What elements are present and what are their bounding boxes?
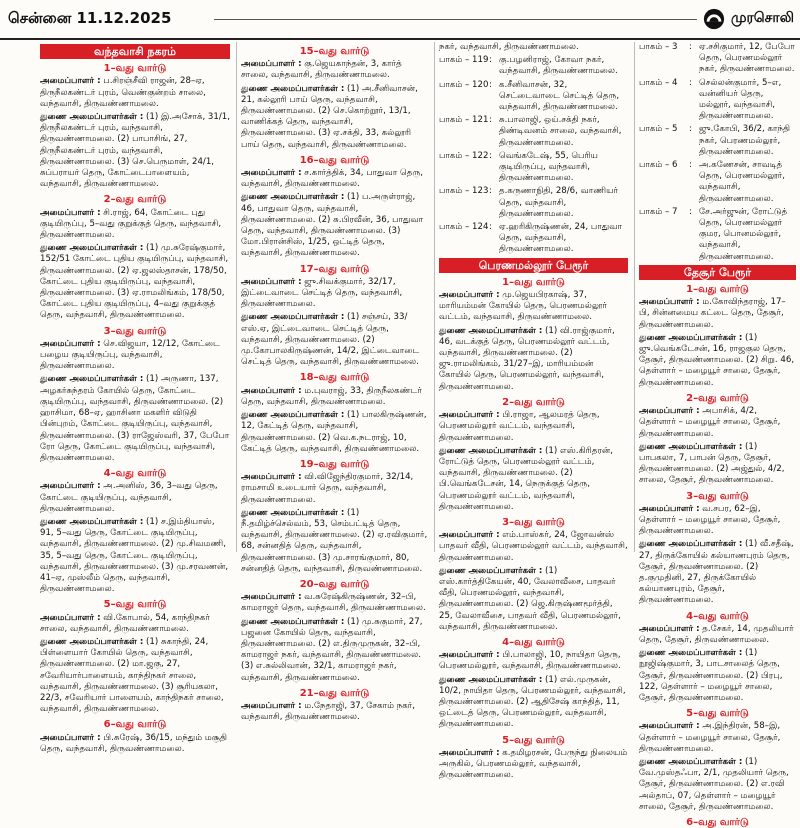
ward-heading: 4–வது வார்டு (502, 636, 565, 648)
member-entry (639, 297, 796, 331)
booth-number: பாகம் – 121 (439, 115, 489, 126)
member-details: க.தமிழரசன், பேருந்து நிலையம் அருகில், பெரணமல்லூர், வந்தவாசி, திருவண்ணாமலை. (439, 747, 628, 781)
role-label: துணை அமைப்பாளர்கள் : (40, 636, 144, 647)
member-details: (1) மு.சுகுமார், 27, பஜனை கோயில் தெரு, வந்தவாசி, திருவண்ணாமலை. (2) எ.திருமுருகன், 32–பி, காமராஜர் நகர், வந்தவாசி, திருவண்ணாமலை. (3) எ.சுல்லிவான், 32/1, காமராஜர் நகர், வந்தவாசி, திருவண்ணாமலை. (241, 616, 423, 683)
role-label: துணை அமைப்பாளர்கள் : (439, 445, 543, 456)
role-label: அமைப்பாளர் : (439, 410, 500, 421)
section-banner: பெரணமல்லூர் பேரூர் (439, 258, 628, 273)
booth-number: பாகம் – 5 (639, 124, 678, 135)
member-entry (439, 410, 628, 444)
ward-heading: 1–வது வார்டு (686, 284, 749, 296)
member-entry (241, 312, 428, 368)
member-entry (40, 637, 230, 715)
role-label: துணை அமைப்பாளர்கள் : (241, 507, 345, 518)
role-label: அமைப்பாளர் : (40, 76, 101, 87)
member-entry (639, 504, 796, 538)
ward-heading: 17–வது வார்டு (299, 263, 370, 275)
member-details: (1) அருணா, 137, அழகர்சுந்தரம் கோயில் தெரு, கோட்டை குடியிருப்பு, வந்தவாசி, திருவண்ணாமலை. (2) ஹாசிமா, 68–ஏ, ஹாசினா மகளிர் விடுதி பின்புறம், கோட்டை குடியிருப்பு, வந்தவாசி, திருவண்ணாமலை. (3) ராஜேஸ்வரி, 37, பேபோ ரோ தெரு, கோட்டை குடியிருப்பு, வந்தவாசி, திருவண்ணாமலை. (40, 374, 230, 463)
role-label: துணை அமைப்பாளர்கள் : (639, 539, 743, 550)
member-details: (1) அ.சீனிவாசன், 21, கல்லூரி பாய் தெரு, வந்தவாசி, திருவண்ணாமலை. (2) செ.கொற்றூர், 13/1, வாணிக்கத் தெரு, வந்தவாசி, திருவண்ணாமலை. (3) ஏ.சக்தி, 33, கல்லூரி பாய் தெரு, வந்தவாசி, திருவண்ணாமலை. (241, 83, 418, 150)
section-banner: வந்தவாசி நகரம் (40, 44, 230, 59)
role-label: அமைப்பாளர் : (639, 406, 700, 417)
member-details: (1) சஞ்சய், 33/எஸ்.ஏ, இட்டைவாடை செட்டித் தெரு, வந்தவாசி, திருவண்ணாமலை. (2) மு.கோபாலகிருஷ்ணன், 14/2, இட்டைவாடை செட்டித் தெரு, வந்தவாசி, திருவண்ணாமலை. (241, 312, 420, 368)
role-label: துணை அமைப்பாளர்கள் : (241, 616, 345, 627)
role-label: அமைப்பாளர் : (639, 503, 700, 514)
member-details: அபாசிக், 4/2, தெள்ளார் – மழையூர் சாலை, தேசூர், திருவண்ணாமலை. (639, 406, 781, 439)
member-details: (1) மு.சுரேஷ்குமார், 152/51 கோட்டை புதிய குடியிருப்பு, வந்தவாசி, திருவண்ணாமலை. (2) ஏ.ஜலஸ்தாசன், 178/50, கோட்டை புதிய குடியிருப்பு, வந்தவாசி, திருவண்ணாமலை. (3) ஏ.ராமலிங்கம், 178/50, கோட்டை புதிய குடியிருப்பு, 4–வது குறுக்குத் தெரு, வந்தவாசி, திருவண்ணாமலை. (40, 243, 229, 321)
member-details: (1) சுகாந்தி, 24, பிள்ளையார் கோயில் தெரு, வந்தவாசி, திருவண்ணாமலை. (2) மா.ஜகு, 27, சவேரியார்பாளையம், காந்திநகர் சாலை, வந்தவாசி, திருவண்ணாமலை. (3) சூரியகலா, 22/3, சவேரியார் பாளையம், காந்திநகர் சாலை, வந்தவாசி, திருவண்ணாமலை. (40, 636, 224, 715)
member-entry (439, 326, 628, 393)
member-details: பி.ராஜா, ஆலமரத் தெரு, பெரணமல்லூர் வட்டம், வந்தவாசி, திருவண்ணாமலை. (439, 410, 600, 443)
member-entry (40, 208, 230, 242)
booth-member: ஏ.ஹரிகிருஷ்ணன், 24, பாதுவா தெரு, வந்தவாசி, திருவண்ணாமலை. (499, 222, 622, 255)
booth-row (639, 124, 796, 158)
separator: : (689, 77, 692, 88)
separator: : (689, 206, 692, 217)
ward-heading: 15–வது வார்டு (299, 46, 370, 57)
paper-logo (703, 8, 800, 30)
role-label: அமைப்பாளர் : (241, 472, 302, 483)
member-entry (241, 617, 428, 684)
member-details: கு.ஜெயகாந்தன், 3, கார்த் சாலை, வந்தவாசி, திருவண்ணாமலை. (241, 59, 402, 81)
member-details: வ.சபர, 62–இ, தெள்ளார் – மழையூர் சாலை, தேசூர், திருவண்ணாமலை. (639, 503, 781, 537)
member-details: எம்.பாஸ்கர், 24, ஜோவன்ஸ் பாதவர் வீதி, பெரணமல்லூர் வட்டம், வந்தவாசி, திருவண்ணாமலை. (439, 530, 628, 563)
role-label: துணை அமைப்பாளர்கள் : (639, 648, 743, 659)
booth-number: பாகம் – 119 (439, 55, 489, 66)
booth-member: கு.பழனிராஜ், கோவா நகர், வந்தவாசி, திருவண்ணாமலை. (499, 55, 618, 77)
member-entry (639, 539, 796, 606)
role-label: அமைப்பாளர் : (241, 168, 302, 179)
member-entry (241, 192, 428, 259)
ward-heading: 20–வது வார்டு (299, 578, 370, 590)
booth-number: பாகம் – 3 (639, 42, 678, 52)
booth-row (639, 42, 796, 76)
member-entry (241, 168, 428, 190)
member-details: மு.ஜெயபிரகாஷ், 37, மாரியம்மன் கோயில் தெரு, பெரணமல்லூர் வட்டம், வந்தவாசி, திருவண்ணாமலை. (439, 290, 607, 323)
member-entry (40, 517, 230, 595)
separator: : (489, 79, 492, 90)
role-label: அமைப்பாளர் : (40, 338, 101, 349)
booth-row (639, 207, 796, 263)
column-4 (634, 42, 800, 828)
member-entry (439, 650, 628, 672)
member-details: (1) எஸ்.கிரிதரன், ரோட்டுத் தெரு, பெரணமல்லூர் வட்டம், வந்தவாசி, திருவண்ணாமலை. (2) பி.வெங்கடேசன், 14, நெருக்குத் தெரு, பெரணமல்லூர் வட்டம், வந்தவாசி, திருவண்ணாமலை. (439, 445, 613, 512)
masthead-rule (214, 19, 697, 20)
booth-number: பாகம் – 7 (639, 206, 678, 217)
member-entry (241, 508, 428, 575)
member-details: (1) ச.இம்தியாஸ், 91, 5–வது தெரு, கோட்டை குடியிருப்பு, வந்தவாசி, திருவண்ணாமலை. (2) மு.சிவமணி, 35, 5–வது தெரு, கோட்டை குடியிருப்பு, வந்தவாசி, திருவண்ணாமலை. (3) மு.சரவணன், 41–ஏ, முஸ்லீம் தெரு, வந்தவாசி, திருவண்ணாமலை. (40, 516, 229, 595)
member-details: வி.விஜேந்திரகுமார், 32/14, ராமசாமி உடையார் தெரு, வந்தவாசி, திருவண்ணாமலை. (241, 472, 414, 505)
member-entry (40, 112, 230, 190)
booth-row (439, 186, 628, 220)
separator: : (489, 55, 492, 66)
booth-row (439, 151, 628, 185)
member-details: (1) பாபகலா, 7, பாபன் தெரு, தேசூர், திருவண்ணாமலை. (2) அஜ்துல், 4/2, சாலை, தேசூர், திருவண்ணாமலை. (639, 441, 785, 486)
ward-heading: 16–வது வார்டு (299, 154, 370, 166)
member-details: ஜு.சிவக்குமார், 32/17, இட்டைவாடை செட்டித் தெரு, வந்தவாசி, திருவண்ணாமலை. (241, 276, 403, 310)
ward-heading: 3–வது வார்டு (686, 490, 749, 502)
member-entry (241, 472, 428, 506)
role-label: துணை அமைப்பாளர்கள் : (439, 565, 543, 576)
separator: : (689, 160, 692, 171)
member-details: (1) எஸ்.கார்த்திகேயன், 40, வேலாவீசை, பாதவர் வீதி, பெரணமல்லூர், வந்தவாசி, திருவண்ணாமலை. (2) ஜெ.கிருஷ்ணமூர்த்தி, 25, வேலாவீசை, பாதவர் வீதி, பெரணமல்லூர், வந்தவாசி, திருவண்ணாமலை. (439, 565, 621, 632)
ward-heading: 4–வது வார்டு (686, 610, 749, 622)
member-entry (40, 613, 230, 635)
ward-heading: 21–வது வார்டு (299, 687, 370, 699)
role-label: அமைப்பாளர் : (639, 721, 700, 732)
section-banner: தேசூர் பேரூர் (639, 265, 796, 280)
member-details: வ.சுரேஷ்கிருஷ்ணன், 32–பி, காமராஜர் தெரு, வந்தவாசி, திருவண்ணாமலை. (241, 592, 426, 614)
ward-heading: 4–வது வார்டு (103, 468, 167, 480)
booth-row (639, 160, 796, 205)
member-entry (40, 374, 230, 464)
member-entry (241, 701, 428, 723)
role-label: துணை அமைப்பாளர்கள் : (40, 374, 144, 385)
member-details: பி.பாலாஜி, 10, நாயிதா தெரு, பெரணமல்லூர், வந்தவாசி, திருவண்ணாமலை. (439, 650, 621, 672)
ward-heading: 1–வது வார்டு (502, 276, 565, 288)
member-details: (1) எல்.முருகன், 10/2, நாயிதா தெரு, பெரணமல்லூர், வந்தவாசி, திருவண்ணாமலை. (2) ஆதிசேஷ் காந்தித், 11, ஒட்டைத் தெரு, பெரணமல்லூர், வந்தவாசி, திருவண்ணாமலை. (439, 674, 626, 730)
member-details: அ.அனிஸ், 36, 3–வது தெரு, கோட்டை குடியிருப்பு, வந்தவாசி, திருவண்ணாமலை. (40, 481, 218, 514)
booth-row (639, 78, 796, 123)
member-entry (639, 624, 796, 646)
member-entry (40, 76, 230, 110)
columns-area (0, 42, 800, 828)
member-details: வி.கோபால், 54, காந்திநகர் சாலை, வந்தவாசி, திருவண்ணாமலை. (40, 612, 210, 634)
role-label: அமைப்பாளர் : (241, 385, 302, 396)
booth-member: க.சீனிவாசன், 32, செட்டைவாடை செட்டித் தெரு, வந்தவாசி, திருவண்ணாமலை. (499, 79, 620, 113)
role-label: துணை அமைப்பாளர்கள் : (439, 325, 543, 336)
role-label: அமைப்பாளர் : (439, 290, 500, 301)
member-details: ம.நேதாஜி, 37, சேகாம் நகர், வந்தவாசி, திருவண்ணாமலை. (241, 700, 415, 723)
rising-sun-icon (703, 8, 725, 30)
booth-member: ஜு.கோபி, 36/2, காந்தி நகர், பெரணமல்லூர், திருவண்ணாமலை. (699, 124, 791, 157)
role-label: அமைப்பாளர் : (639, 297, 700, 308)
ward-heading: 5–வது வார்டு (686, 708, 749, 720)
member-entry (40, 243, 230, 321)
member-entry (439, 566, 628, 633)
member-entry (40, 733, 230, 755)
edition-date: சென்னை 11.12.2025 (8, 9, 172, 27)
member-details: அ.இந்திரன், 58–இ, தெள்ளார் – மழையூர் சாலை, தேசூர், திருவண்ணாமலை. (639, 721, 781, 754)
role-label: துணை அமைப்பாளர்கள் : (439, 674, 543, 685)
role-label: அமைப்பாளர் : (241, 592, 302, 603)
column-1 (36, 42, 234, 754)
booth-number: பாகம் – 4 (639, 77, 678, 88)
member-entry (241, 84, 428, 151)
ward-heading: 18–வது வார்டு (299, 372, 370, 384)
booth-member: ஏ.சசிகுமார், 12, பேபோ தெரு, பெரணமல்லூர் நகர், திருவண்ணாமலை. (699, 42, 795, 75)
member-details: ப.சிரஞ்சீவி ராஜன், 28–ஏ, திருநீலகண்டர் புரம், வெண்குன்றம் சாலை, வந்தவாசி, திருவண்ணாமலை. (40, 76, 206, 109)
member-entry (639, 721, 796, 755)
ward-heading: 2–வது வார்டு (502, 396, 565, 408)
ward-heading: 2–வது வார்டு (103, 194, 167, 206)
member-entry (40, 481, 230, 515)
role-label: அமைப்பாளர் : (439, 747, 500, 758)
member-details: (1) நூஜிஷ்குமார், 3, பாடசாலைத் தெரு, தேசூர், திருவண்ணாமலை. (2) பிரபு, 122, தெள்ளார் – மழையூர் சாலை, தேசூர், திருவண்ணாமலை. (639, 648, 783, 703)
member-entry (439, 290, 628, 324)
member-details: த.சேகர், 14, முதலியார் தெரு, தேசூர், திருவண்ணாமலை. (639, 623, 794, 645)
member-details: (1) ஜு.வெங்கடேசன், 16, ராஜகுல தெரு, தேசூர், திருவண்ணாமலை. (2) சிறு. 46, தெள்ளார் – மழையூர் சாலை, தேசூர், திருவண்ணாமலை. (639, 332, 795, 388)
role-label: துணை அமைப்பாளர்கள் : (241, 410, 345, 421)
booth-number: பாகம் – 124 (439, 222, 489, 233)
member-details: பி.சுரேஷ், 36/15, மந்தும் மசூதி தெரு, வந்தவாசி, திருவண்ணாமலை. (40, 732, 228, 754)
member-entry (439, 675, 628, 731)
booth-member: சே.அர்ஜுன், ரோட்டுத் தெரு, பெரணமல்லூர் குமர, பொனமல்லூர், வந்தவாசி, திருவண்ணாமலை. (699, 206, 788, 262)
booth-member: வெங்கடேஷ், 55, பெரிய குடியிருப்பு, வந்தவாசி, திருவண்ணாமலை. (499, 150, 598, 184)
role-label: அமைப்பாளர் : (241, 59, 302, 70)
role-label: துணை அமைப்பாளர்கள் : (241, 312, 345, 323)
column-2 (236, 42, 432, 723)
role-label: அமைப்பாளர் : (241, 700, 302, 711)
booth-row (439, 55, 628, 77)
booth-row (439, 80, 628, 114)
member-entry (241, 410, 428, 455)
booth-member: செல்லன்குமார், 5–எ, வன்னியர் தெரு, மல்லூர், வந்தவாசி, திருவண்ணாமலை. (699, 77, 782, 122)
separator: : (689, 42, 692, 52)
role-label: அமைப்பாளர் : (639, 623, 700, 634)
separator: : (489, 115, 492, 126)
separator: : (489, 186, 492, 197)
role-label: அமைப்பாளர் : (439, 650, 500, 661)
member-entry (241, 386, 428, 408)
ward-heading: 1–வது வார்டு (103, 63, 167, 75)
separator: : (689, 124, 692, 135)
role-label: அமைப்பாளர் : (40, 612, 101, 623)
ward-heading: 5–வது வார்டு (502, 734, 565, 746)
ward-heading: 6–வது வார்டு (686, 817, 749, 828)
role-label: அமைப்பாளர் : (40, 481, 101, 492)
role-label: துணை அமைப்பாளர்கள் : (40, 112, 144, 123)
role-label: அமைப்பாளர் : (439, 530, 500, 541)
role-label: துணை அமைப்பாளர்கள் : (241, 192, 345, 203)
member-details: சி.ராஜ், 64, கோட்டை புது குடியிருப்பு, 5–வது குறுக்குத் தெரு, வந்தவாசி, திருவண்ணாமலை. (40, 207, 222, 241)
member-details: ம.புவராஜ், 33, திருநீலகண்டர் தெரு, வந்தவாசி, திருவண்ணாமலை. (241, 385, 422, 407)
booth-number: பாகம் – 123 (439, 186, 489, 197)
masthead (0, 0, 800, 40)
booth-member: அ.கணேசன், சாவடித் தெரு, பெரணமல்லூர், வந்தவாசி, திருவண்ணாமலை. (699, 160, 785, 204)
booth-number: பாகம் – 120 (439, 79, 489, 90)
member-entry (639, 757, 796, 813)
member-details: (1) இ.அசோக், 31/1, திருநீலகண்டர் புரம், வந்தவாசி, திருவண்ணாமலை. (2) பாபாசிங், 27, திருநீலகண்டர் புரம், வந்தவாசி, திருவண்ணாமலை. (3) செ.பெருமாள், 24/1, சுப்பராயர் தெரு, கோட்டைபாளையம், வந்தவாசி, திருவண்ணாமலை. (40, 112, 230, 190)
column-3 (434, 42, 632, 781)
booth-row (439, 222, 628, 256)
role-label: அமைப்பாளர் : (40, 732, 101, 743)
member-entry (639, 406, 796, 440)
member-entry (439, 748, 628, 782)
ward-heading: 3–வது வார்டு (103, 325, 167, 337)
member-details: ச.கார்த்திக், 34, பாதுவா தெரு, வந்தவாசி, திருவண்ணாமலை. (241, 168, 424, 190)
member-entry (639, 333, 796, 389)
separator: : (489, 150, 492, 161)
ward-heading: 3–வது வார்டு (502, 516, 565, 528)
member-details: (1) பாலகிருஷ்ணன், 12, கேட்டித் தெரு, வந்தவாசி, திருவண்ணாமலை. (2) வெ.க.நடராஜ், 10, கேட்டித் தெரு, வந்தவாசி, திருவண்ணாமலை. (241, 410, 427, 454)
member-details: ம.கோவிந்தராஜ், 17–பி, சின்னமைய கட்டை தெரு, தேசூர், திருவண்ணாமலை. (639, 297, 786, 330)
member-entry (241, 592, 428, 614)
role-label: அமைப்பாளர் : (241, 276, 302, 287)
booth-number: பாகம் – 122 (439, 150, 489, 161)
member-details: (1) வி.ராஜ்குமார், 46, வடக்குத் தெரு, பெரணமல்லூர் வட்டம், வந்தவாசி, திருவண்ணாமலை. (2) ஜு.ராமலிங்கம், 31/27–இ, மாரியம்மன் கோயில் தெரு, பெரணமல்லூர், வந்தவாசி, திருவண்ணாமலை. (439, 325, 615, 392)
role-label: துணை அமைப்பாளர்கள் : (639, 756, 743, 767)
booth-row (439, 115, 628, 149)
member-entry (439, 446, 628, 513)
member-entry (639, 648, 796, 704)
role-label: துணை அமைப்பாளர்கள் : (40, 516, 144, 527)
booth-member: சு.பாலாஜி, ஒய்.சக்தி நகர், திண்டிவனம் சாலை, வந்தவாசி, திருவண்ணாமலை. (499, 115, 622, 148)
member-entry (639, 442, 796, 487)
member-details: செ.விஜயா, 12/12, கோட்டை பழைய குடியிருப்பு, வந்தவாசி, திருவண்ணாமலை. (40, 338, 220, 372)
role-label: துணை அமைப்பாளர்கள் : (639, 332, 743, 343)
role-label: துணை அமைப்பாளர்கள் : (40, 243, 144, 254)
role-label: துணை அமைப்பாளர்கள் : (241, 83, 345, 94)
booth-member: த.கருணாநிதி, 28/6, வாணியர் தெரு, வந்தவாசி, திருவண்ணாமலை. (499, 186, 618, 219)
member-entry (40, 339, 230, 373)
ward-heading: 6–வது வார்டு (103, 719, 167, 731)
member-details: (1) வே.முஸ்தஃபா, 2/1, முதலியார் தெரு, தேசூர், திருவண்ணாமலை. (2) எ.ரவி அல்தாப், 07, தெள்ளார் – மழையூர் சாலை, தேசூர், திருவண்ணாமலை. (639, 756, 789, 812)
member-details: (1) வீ.சதீஷ், 27, திருக்கோயில் கல்யாணபுரம் தெரு, தேசூர், திருவண்ணாமலை. (2) த.குமுதினி, 27, திருக்கோயில் கல்யாணபுரம், தேசூர், திருவண்ணாமலை. (639, 539, 794, 606)
role-label: துணை அமைப்பாளர்கள் : (639, 441, 743, 452)
member-entry (241, 59, 428, 81)
ward-heading: 2–வது வார்டு (686, 392, 749, 404)
member-entry (439, 530, 628, 564)
continued-text: நகர், வந்தவாசி, திருவண்ணாமலை. (439, 42, 579, 52)
ward-heading: 5–வது வார்டு (103, 599, 167, 611)
paper-name: முரசொலி (731, 10, 794, 26)
role-label: அமைப்பாளர் : (40, 207, 101, 218)
member-entry (241, 277, 428, 311)
member-details: (1) ப.அருள்ராஜ், 46, பாதுவா தெரு, வந்தவாசி, திருவண்ணாமலை. (2) சு.பிரவீன், 36, பாதுவா தெரு, வந்தவாசி, திருவண்ணாமலை. (3) மோ.பிரான்சிஸ், 1/25, ஒட்டித் தெரு, வந்தவாசி, திருவண்ணாமலை. (241, 192, 424, 259)
ward-heading: 19–வது வார்டு (299, 458, 370, 470)
member-details: (1) நீ.தமிழ்ச்செல்வம், 53, செம்பட்டித் தெரு, வந்தவாசி, திருவண்ணாமலை. (2) ஏ.ரவிகுமார், 68, சன்னதித் தெரு, வந்தவாசி, திருவண்ணாமலை. (3) மு.சாரங்குமார், 80, சன்னதித் தெரு, வந்தவாசி, திருவண்ணாமலை. (241, 507, 428, 574)
booth-number: பாகம் – 6 (639, 160, 678, 171)
separator: : (489, 222, 492, 233)
